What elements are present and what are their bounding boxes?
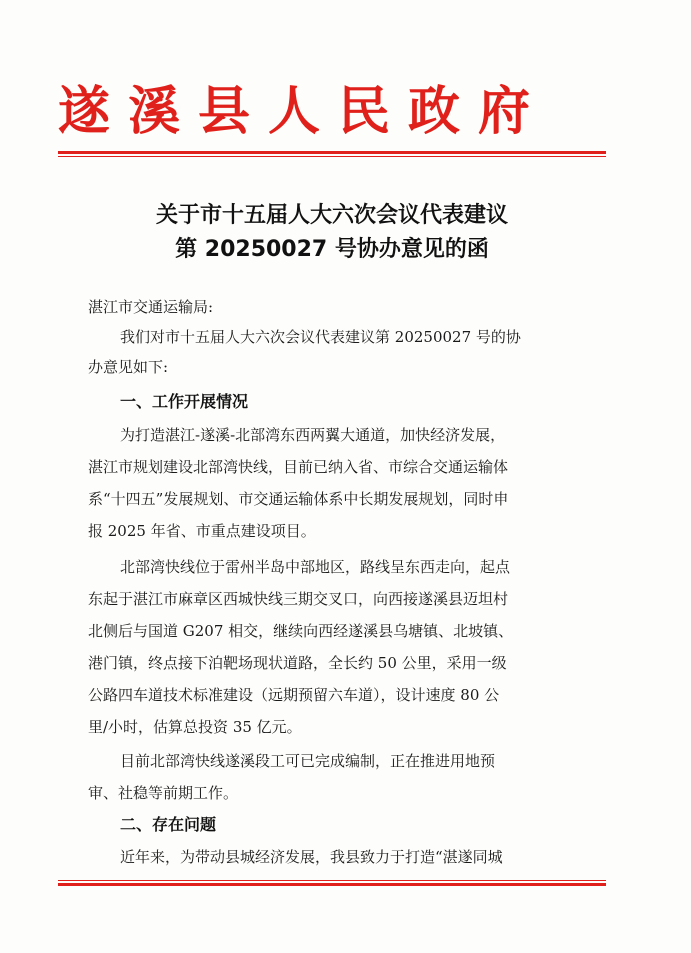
- section-heading-1: 一、工作开展情况: [120, 392, 249, 411]
- document-title-line-2: 第 20250027 号协办意见的函: [175, 237, 489, 262]
- para2-line-3: 北侧后与国道 G207 相交，继续向西经遂溪县乌塘镇、北坡镇、: [88, 622, 514, 640]
- para1-line-2: 湛江市规划建设北部湾快线，目前已纳入省、市综合交通运输体: [88, 458, 509, 476]
- document-title-line-1: 关于市十五届人大六次会议代表建议: [155, 203, 508, 228]
- footer-rule-thick: [58, 883, 606, 886]
- para2-line-2: 东起于湛江市麻章区西城快线三期交叉口，向西接遂溪县迈坦村: [88, 590, 509, 608]
- para2-line-6: 里/小时，估算总投资 35 亿元。: [88, 718, 302, 736]
- header-rule-thick: [58, 151, 606, 154]
- intro-line-2: 办意见如下:: [88, 358, 169, 376]
- para3-line-1: 目前北部湾快线遂溪段工可已完成编制，正在推进用地预: [120, 752, 496, 770]
- addressee: 湛江市交通运输局:: [88, 298, 214, 316]
- header-rule-thin: [58, 156, 606, 157]
- issuer-header: 遂溪县人民政府: [58, 81, 549, 142]
- section-heading-2: 二、存在问题: [120, 815, 217, 834]
- para2-line-1: 北部湾快线位于雷州半岛中部地区，路线呈东西走向，起点: [120, 558, 511, 576]
- para1-line-4: 报 2025 年省、市重点建设项目。: [88, 522, 316, 540]
- footer-rule-thin: [58, 880, 606, 881]
- intro-line-1: 我们对市十五届人大六次会议代表建议第 20250027 号的协: [120, 328, 521, 346]
- para4-line-1: 近年来，为带动县城经济发展，我县致力于打造“湛遂同城: [120, 848, 503, 866]
- para2-line-5: 公路四车道技术标准建设（远期预留六车道），设计速度 80 公: [88, 686, 500, 704]
- para3-line-2: 审、社稳等前期工作。: [88, 784, 239, 802]
- para2-line-4: 港门镇，终点接下泊靶场现状道路，全长约 50 公里，采用一级: [88, 654, 507, 672]
- para1-line-1: 为打造湛江-遂溪-北部湾东西两翼大通道，加快经济发展，: [120, 426, 506, 444]
- para1-line-3: 系“十四五”发展规划、市交通运输体系中长期发展规划，同时申: [88, 490, 509, 508]
